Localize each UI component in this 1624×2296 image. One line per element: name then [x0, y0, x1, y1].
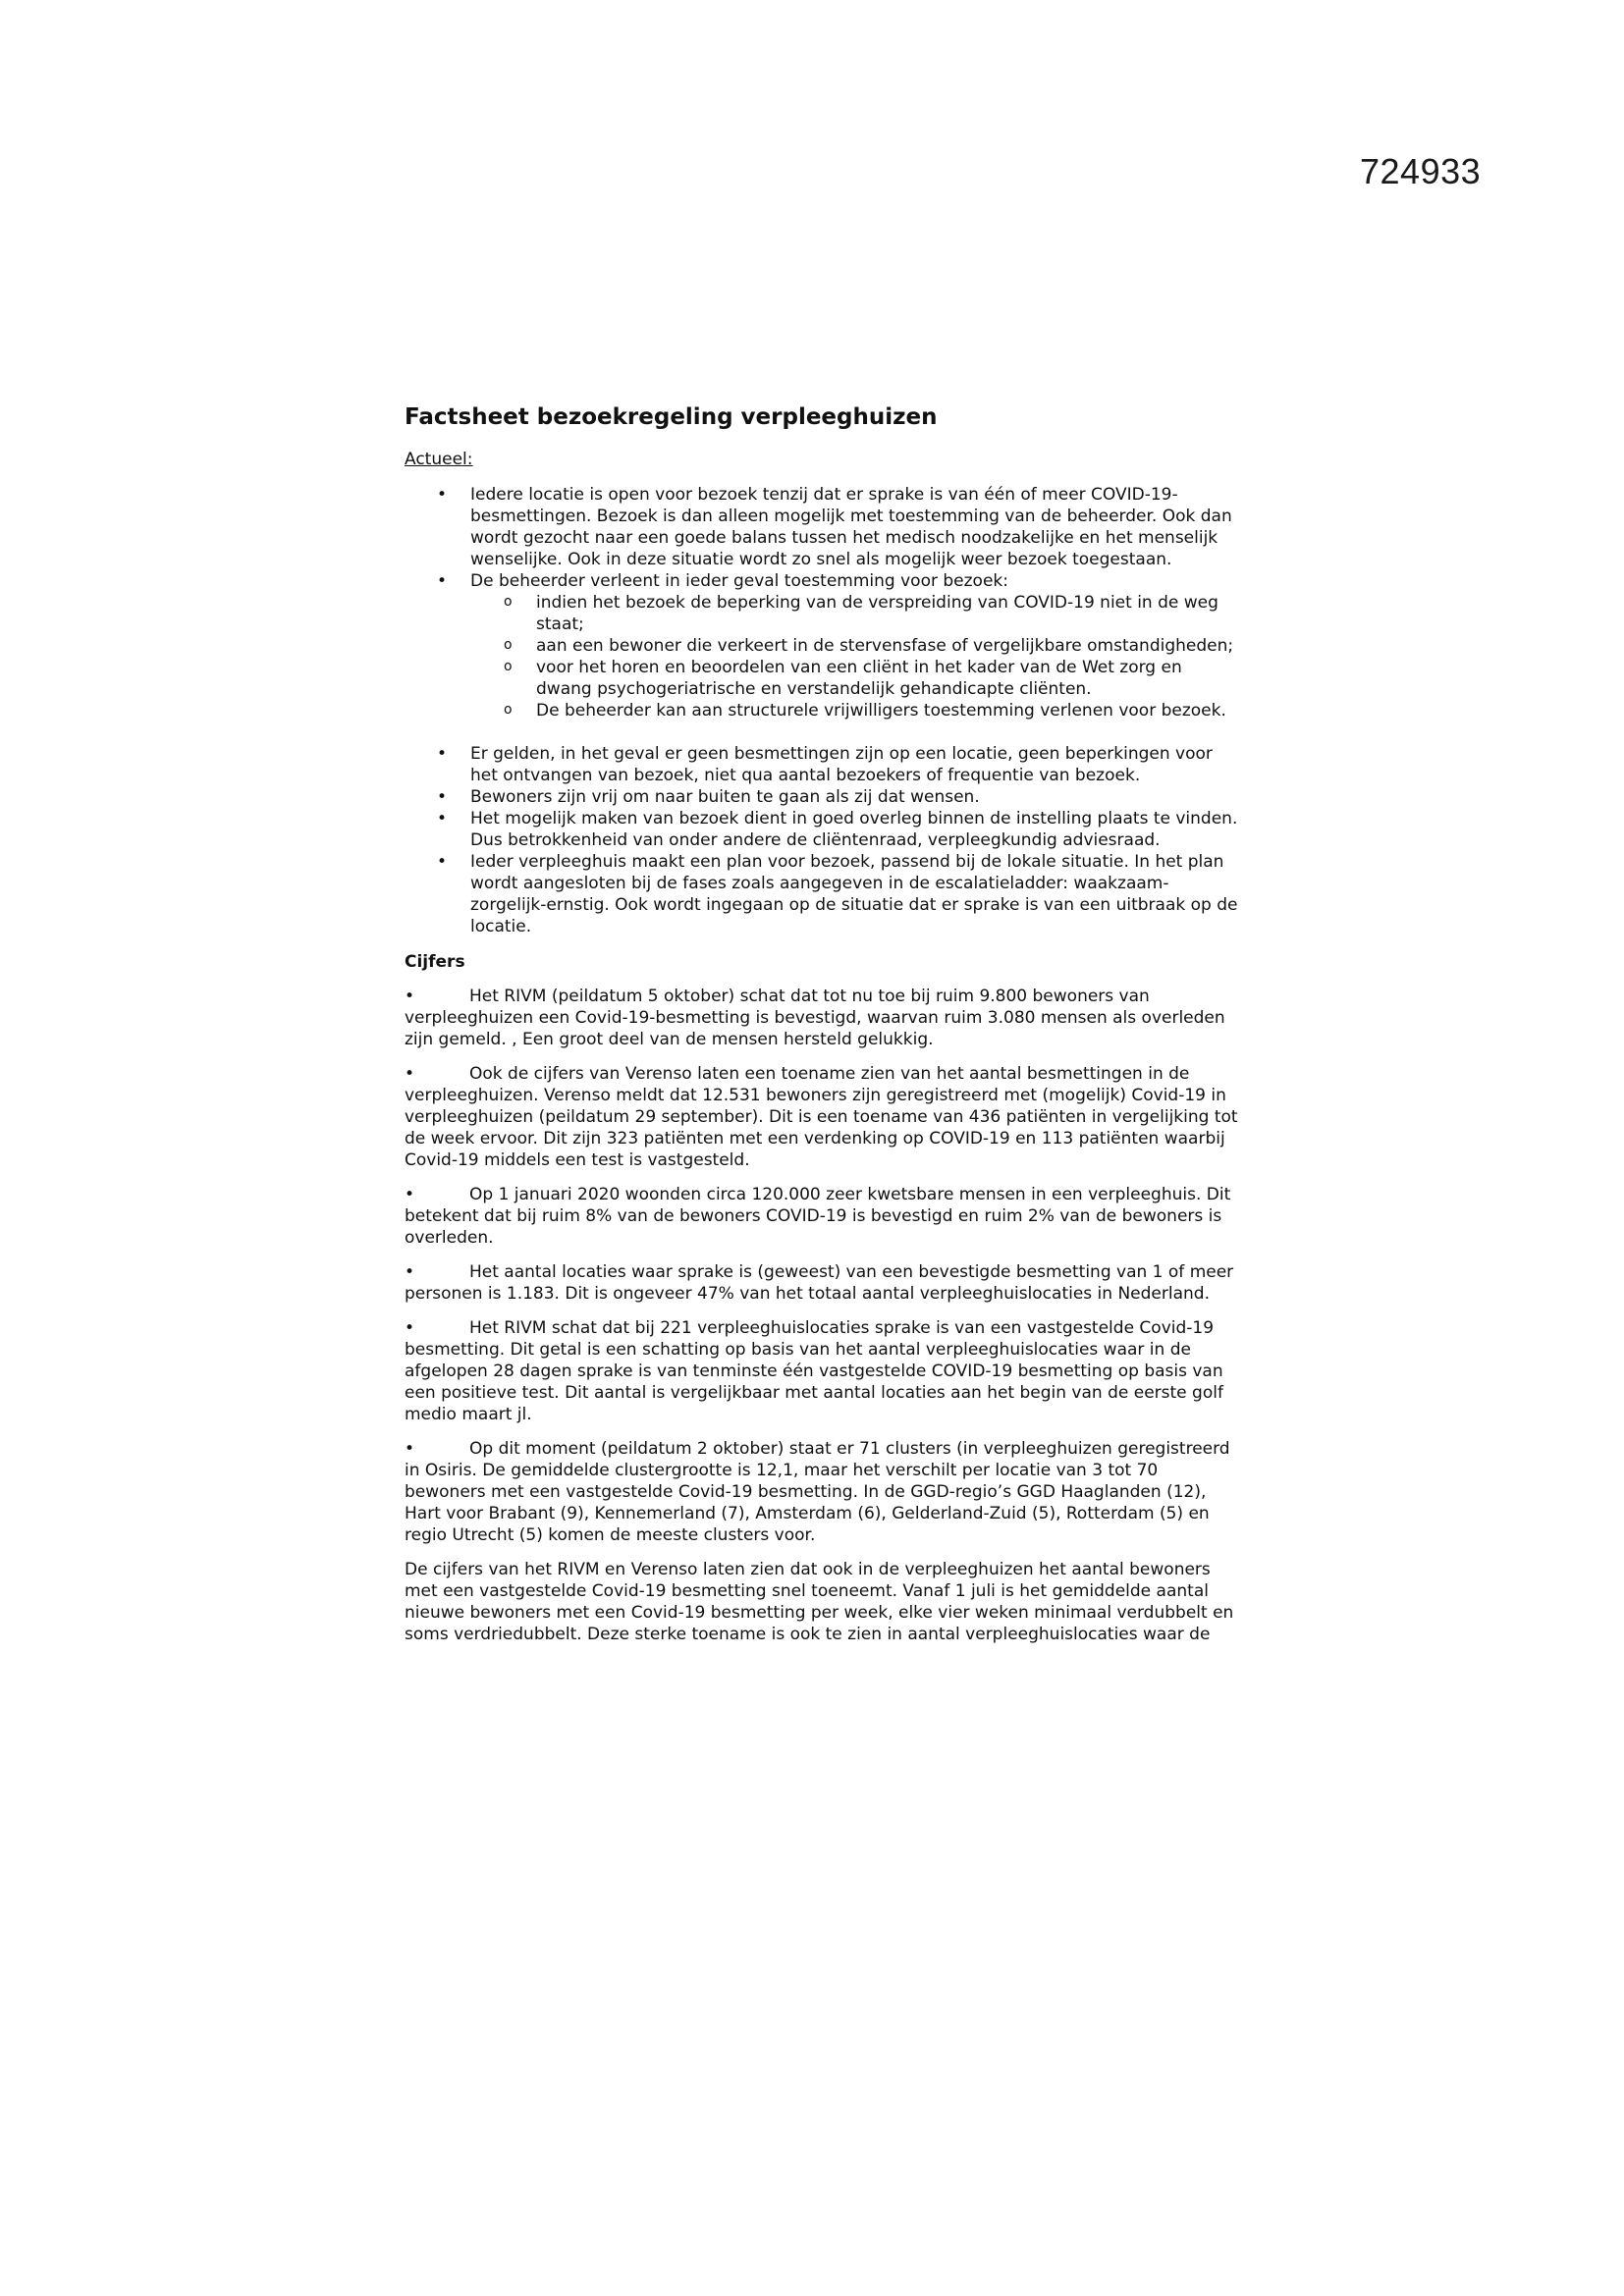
- paragraph-text: Op 1 januari 2020 woonden circa 120.000 zeer kwetsbare mensen in een verpleeghuis. Dit betekent dat bij ruim 8% van de bewoners COVID-19 is bevestigd en ruim 2% van de bewoners is overleden.: [405, 1185, 1231, 1248]
- list-item: [470, 484, 1239, 570]
- cijfers-paragraph: [405, 1438, 1239, 1546]
- list-item-text: De beheerder verleent in ieder geval toestemming voor bezoek:: [470, 571, 1008, 591]
- document-body: [405, 402, 1239, 1658]
- list-item: • Ieder verpleeghuis maakt een plan voor bezoek, passend bij de lokale situatie. In het plan wordt aangesloten bij de fases zoals aangegeven in de escalatieladder: waakzaam-zorgelijk-ernstig. Ook wordt ingegaan op de situatie dat er sprake is van een uitbraak op de locatie.: [470, 851, 1239, 937]
- section-heading-cijfers: Cijfers: [405, 952, 465, 972]
- list-item: [470, 570, 1239, 721]
- paragraph-text: Het RIVM schat dat bij 221 verpleeghuislocaties sprake is van een vastgestelde Covid-19 besmetting. Dit getal is een schatting op basis van het aantal verpleeghuislocaties waar in de afgelopen 28 dagen sprake is van tenminste één vastgestelde COVID-19 besmetting op basis van een positieve test. Dit aantal is vergelijkbaar met aantal locaties aan het begin van de eerste golf medio maart jl.: [405, 1318, 1223, 1424]
- actueel-bullet-list-2: [405, 743, 1239, 937]
- cijfers-paragraph: [405, 1184, 1239, 1249]
- list-item: • Er gelden, in het geval er geen besmettingen zijn op een locatie, geen beperkingen voor het ontvangen van bezoek, niet qua aantal bezoekers of frequentie van bezoek.: [470, 743, 1239, 786]
- closing-paragraph: De cijfers van het RIVM en Verenso laten zien dat ook in de verpleeghuizen het aantal bewoners met een vastgestelde Covid-19 besmetting snel toeneemt. Vanaf 1 juli is het gemiddelde aantal nieuwe bewoners met een Covid-19 besmetting per week, elke vier weken minimaal verdubbelt en soms verdriedubbelt. Deze sterke toename is ook te zien in aantal verpleeghuislocaties waar de: [405, 1560, 1234, 1644]
- spacer: [405, 721, 1239, 743]
- paragraph-text: Op dit moment (peildatum 2 oktober) staat er 71 clusters (in verpleeghuizen geregistreerd in Osiris. De gemiddelde clustergrootte is 12,1, maar het verschilt per locatie van 3 tot 70 bewoners met een vastgestelde Covid-19 besmetting. In de GGD-regio’s GGD Haaglanden (12), Hart voor Brabant (9), Kennemerland (7), Amsterdam (6), Gelderland-Zuid (5), Rotterdam (5) en regio Utrecht (5) komen de meeste clusters voor.: [405, 1439, 1230, 1545]
- bullet-symbol: •: [405, 1439, 415, 1459]
- sub-list-item: o aan een bewoner die verkeert in de stervensfase of vergelijkbare omstandigheden;: [536, 635, 1239, 657]
- cijfers-paragraph: [405, 1063, 1239, 1171]
- bullet-symbol: •: [405, 1064, 415, 1084]
- section-label-actueel: Actueel:: [405, 450, 473, 469]
- actueel-bullet-list-1: [405, 484, 1239, 721]
- cijfers-paragraph: [405, 986, 1239, 1050]
- page-title: Factsheet bezoekregeling verpleeghuizen: [405, 404, 938, 430]
- sub-list-item: o De beheerder kan aan structurele vrijwilligers toestemming verlenen voor bezoek.: [536, 700, 1239, 721]
- list-item-text: Iedere locatie is open voor bezoek tenzij dat er sprake is van één of meer COVID-19-besmettingen. Bezoek is dan alleen mogelijk met toestemming van de beheerder. Ook dan wordt gezocht naar een goede balans tussen het medisch noodzakelijke en het menselijk wenselijke. Ook in deze situatie wordt zo snel als mogelijk weer bezoek toegestaan.: [470, 485, 1232, 569]
- list-item: • Het mogelijk maken van bezoek dient in goed overleg binnen de instelling plaats te vinden. Dus betrokkenheid van onder andere de cliëntenraad, verpleegkundig adviesraad.: [470, 808, 1239, 851]
- list-item: • Bewoners zijn vrij om naar buiten te gaan als zij dat wensen.: [470, 786, 1239, 808]
- cijfers-paragraph: [405, 1261, 1239, 1305]
- bullet-symbol: •: [405, 1185, 415, 1204]
- sub-list-item: o indien het bezoek de beperking van de verspreiding van COVID-19 niet in de weg staat;: [536, 592, 1239, 635]
- bullet-symbol: •: [405, 987, 415, 1006]
- bullet-symbol: •: [405, 1262, 415, 1282]
- paragraph-text: Het aantal locaties waar sprake is (geweest) van een bevestigde besmetting van 1 of meer personen is 1.183. Dit is ongeveer 47% van het totaal aantal verpleeghuislocaties in Nederland.: [405, 1262, 1234, 1304]
- document-number: 724933: [1360, 151, 1482, 191]
- cijfers-paragraph: [405, 1317, 1239, 1425]
- bullet-symbol: •: [405, 1318, 415, 1338]
- paragraph-text: Ook de cijfers van Verenso laten een toename zien van het aantal besmettingen in de verpleeghuizen. Verenso meldt dat 12.531 bewoners zijn geregistreerd met (mogelijk) Covid-19 in verpleeghuizen (peildatum 29 september). Dit is een toename van 436 patiënten in vergelijking tot de week ervoor. Dit zijn 323 patiënten met een verdenking op COVID-19 en 113 patiënten waarbij Covid-19 middels een test is vastgesteld.: [405, 1064, 1238, 1170]
- paragraph-text: Het RIVM (peildatum 5 oktober) schat dat tot nu toe bij ruim 9.800 bewoners van verpleeghuizen een Covid-19-besmetting is bevestigd, waarvan ruim 3.080 mensen als overleden zijn gemeld. , Een groot deel van de mensen hersteld gelukkig.: [405, 987, 1225, 1049]
- sub-list-item: o voor het horen en beoordelen van een cliënt in het kader van de Wet zorg en dwang psychogeriatrische en verstandelijk gehandicapte cliënten.: [536, 657, 1239, 700]
- sub-list: [470, 592, 1239, 721]
